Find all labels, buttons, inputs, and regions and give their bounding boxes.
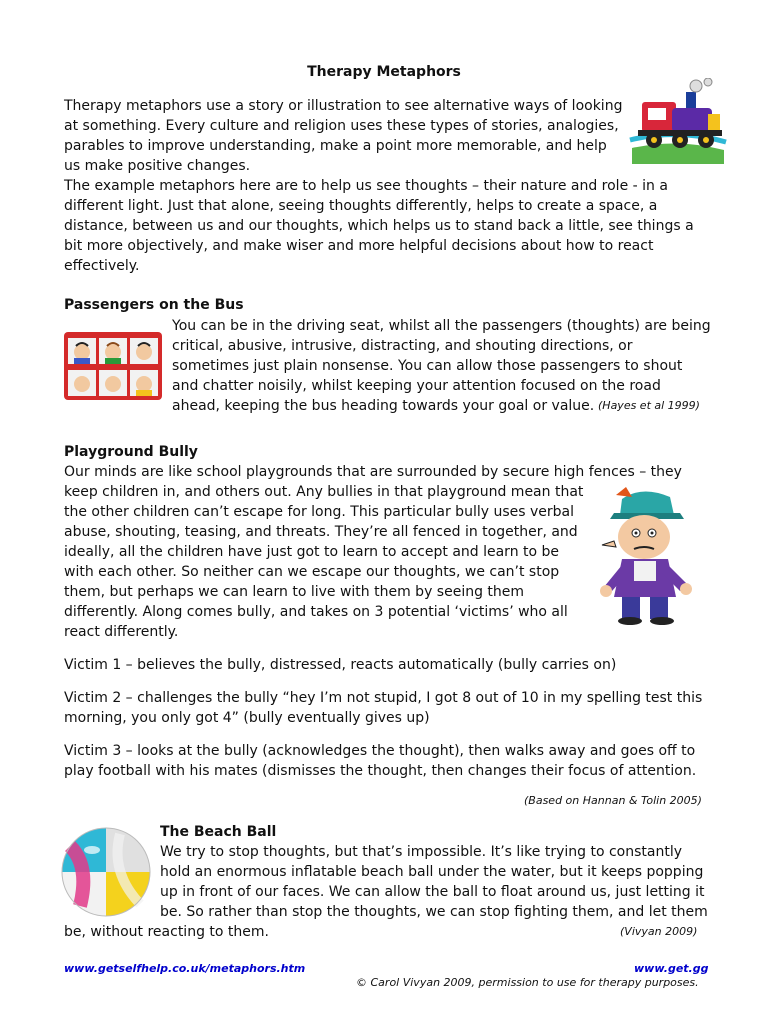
intro-paragraph-2: The example metaphors here are to help us see thoughts – their nature and role - in a different light. Just that alone, seeing thoughts differently, helps to create a space, a distance, between us and our thoughts, which helps us to stand back a little, see things a bit more objectively, and make wiser and more helpful decisions about how to react effectively. <box>64 178 694 274</box>
intro-paragraph-1: Therapy metaphors use a story or illustration to see alternative ways of looking at something. Every culture and religion uses these types of stories, analogies, parables to improve understanding, make a point more memorable, and help us make positive changes. <box>64 98 623 174</box>
bully-heading: Playground Bully <box>64 444 198 460</box>
bus-paragraph: You can be in the driving seat, whilst all the passengers (thoughts) are being critical, abusive, intrusive, distracting, and shouting directions, or sometimes just plain nonsense. You can allow those passengers to shout and chatter noisily, whilst keeping your attention focused on the road ahead, keeping the bus heading towards your goal or value. <box>172 318 711 414</box>
train-illustration <box>628 78 728 164</box>
bus-passengers-illustration <box>64 332 162 400</box>
bus-heading: Passengers on the Bus <box>64 297 244 313</box>
bully-citation: (Based on Hannan & Tolin 2005) <box>524 794 702 807</box>
bus-citation: (Hayes et al 1999) <box>598 399 700 412</box>
bully-paragraph: keep children in, and others out. Any bullies in that playground mean that the other children can’t escape for long. This particular bully uses verbal abuse, shouting, teasing, and threats. They’re all fenced in together, and ideally, all the children have just got to learn to accept and learn to be with each other. So neither can we escape our thoughts, we can’t stop them, but perhaps we can learn to live with them by seeing them differently. Along comes bully, and takes on 3 potential ‘victims’ who all react differently. <box>64 484 584 640</box>
victim-1-text: Victim 1 – believes the bully, distressed, reacts automatically (bully carries on) <box>64 657 617 673</box>
beach-ball-last-line: be, without reacting to them. <box>64 924 269 940</box>
page-title: Therapy Metaphors <box>307 64 461 80</box>
bully-illustration <box>592 485 704 625</box>
beach-citation: (Vivyan 2009) <box>620 925 698 938</box>
footer-link-metaphors[interactable]: www.getselfhelp.co.uk/metaphors.htm <box>64 962 306 975</box>
footer-copyright: © Carol Vivyan 2009, permission to use for therapy purposes. <box>356 976 699 989</box>
beach-ball-heading: The Beach Ball <box>160 824 277 840</box>
beach-ball-illustration <box>60 826 152 918</box>
victim-2-text: Victim 2 – challenges the bully “hey I’m not stupid, I got 8 out of 10 in my spelling test this morning, you only got 4” (bully eventually gives up) <box>64 690 703 726</box>
victim-3-text: Victim 3 – looks at the bully (acknowledges the thought), then walks away and goes off to play football with his mates (dismisses the thought, then changes their focus of attention. <box>64 743 697 779</box>
bully-first-line: Our minds are like school playgrounds that are surrounded by secure high fences – they <box>64 464 682 480</box>
footer-link-getgg[interactable]: www.get.gg <box>634 962 709 975</box>
beach-ball-paragraph: We try to stop thoughts, but that’s impossible. It’s like trying to constantly hold an enormous inflatable beach ball under the water, but it keeps popping up in front of our faces. We can allow the ball to float around us, just letting it be. So rather than stop the thoughts, we can stop fighting them, and let them <box>160 844 708 920</box>
